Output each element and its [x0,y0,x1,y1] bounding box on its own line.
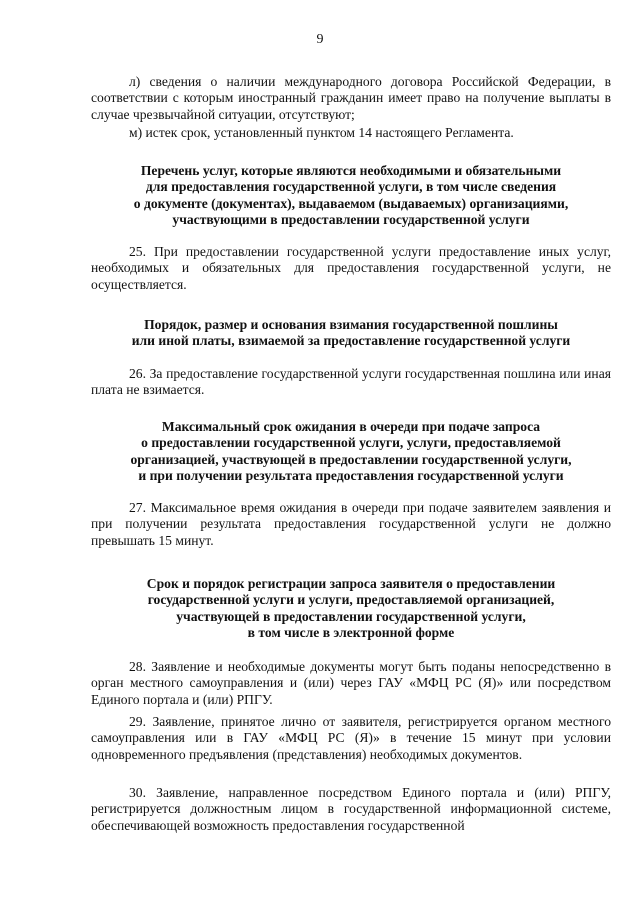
section-heading-line: в том числе в электронной форме [247,625,455,641]
section-heading-line: или иной платы, взимаемой за предоставление государственной услуги [131,333,571,349]
paragraph-text: л) сведения о наличии международного договора Российской Федерации, в соответствии с которым иностранный гражданин имеет право на получение выплаты в случае чрезвычайной ситуации, отсутствуют; [91,74,611,122]
paragraph [91,500,611,549]
paragraph [91,714,611,763]
paragraph-text: 29. Заявление, принятое лично от заявителя, регистрируется органом местного самоуправления или в ГАУ «МФЦ РС (Я)» в течение 15 минут при условии одновременного предъявления (представления) необходимых документов. [91,714,611,762]
paragraph [91,785,611,834]
paragraph-text: 25. При предоставлении государственной услуги предоставление иных услуг, необходимых и обязательных для предоставления государственной услуги, не осуществляется. [91,244,611,292]
paragraph [91,125,611,141]
section-heading-line: Перечень услуг, которые являются необходимыми и обязательными [140,163,562,178]
section-heading-line: участвующими в предоставлении государственной услуги [172,212,530,228]
section-heading-line: участвующей в предоставлении государственной услуги, [176,608,526,624]
paragraph [91,366,611,399]
paragraph-text: м) истек срок, установленный пунктом 14 настоящего Регламента. [129,125,514,140]
paragraph-text: 26. За предоставление государственной услуги государственная пошлина или иная плата не взимается. [91,366,611,398]
paragraph [91,659,611,708]
section-heading-line: государственной услуги и услуги, предоставляемой организацией, [147,592,555,608]
section-heading [91,163,611,229]
paragraph-text: 27. Максимальное время ожидания в очереди при подаче заявителем заявления и при получении результата предоставления государственной услуги не должно превышать 15 минут. [91,500,611,548]
paragraph-text: 30. Заявление, направленное посредством Единого портала и (или) РПГУ, регистрируется должностным лицом в государственной информационной системе, обеспечивающей возможность предоставления государственной [91,785,611,833]
section-heading-line: о документе (документах), выдаваемом (выдаваемых) организациями, [133,195,569,211]
section-heading-line: Порядок, размер и основания взимания государственной пошлины [144,317,558,332]
section-heading [91,419,611,485]
section-heading-line: о предоставлении государственной услуги, услуги, предоставляемой [141,435,561,451]
paragraph-text: 28. Заявление и необходимые документы могут быть поданы непосредственно в орган местного самоуправления и (или) через ГАУ «МФЦ РС (Я)» или посредством Единого портала и (или) РПГУ. [91,659,611,707]
section-heading-line: и при получении результата предоставления государственной услуги [138,468,564,484]
paragraph [91,74,611,123]
section-heading-line: Срок и порядок регистрации запроса заявителя о предоставлении [146,576,556,591]
section-heading [91,317,611,350]
section-heading-line: для предоставления государственной услуги, в том числе сведения [145,179,557,195]
section-heading-line: Максимальный срок ожидания в очереди при подаче запроса [161,419,541,434]
paragraph [91,244,611,293]
section-heading [91,576,611,642]
section-heading-line: организацией, участвующей в предоставлении государственной услуги, [130,451,572,467]
page-number: 9 [316,32,324,47]
